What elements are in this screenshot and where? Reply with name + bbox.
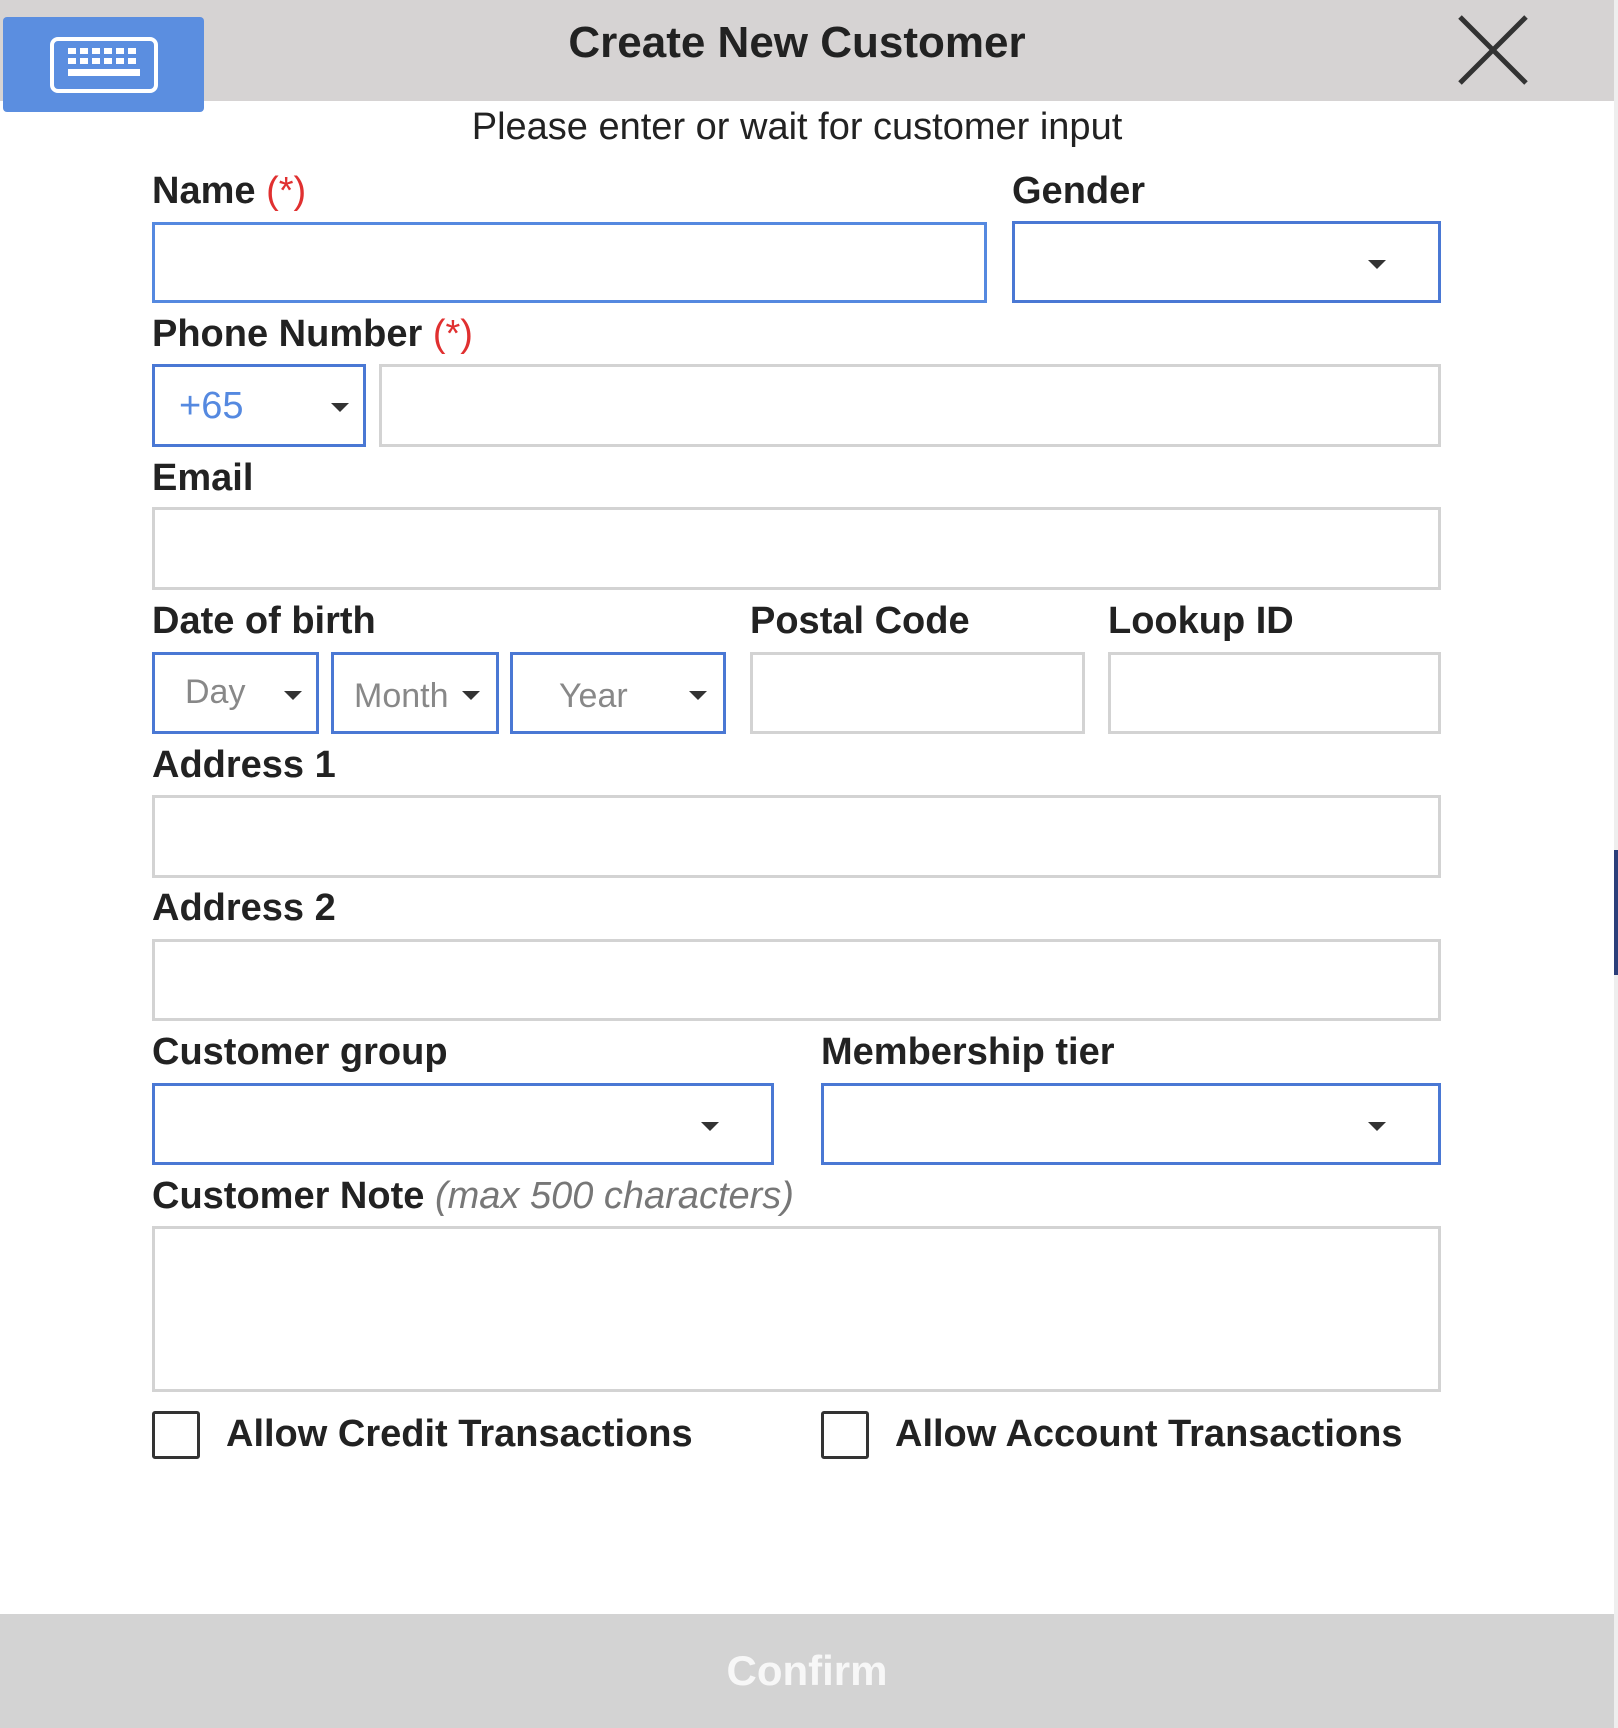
- dialog-title: Create New Customer: [568, 18, 1026, 67]
- email-label: Email: [152, 457, 254, 499]
- membership-tier-label: Membership tier: [821, 1031, 1115, 1073]
- dob-label: Date of birth: [152, 600, 376, 642]
- close-button[interactable]: [1455, 12, 1531, 88]
- postal-code-label: Postal Code: [750, 600, 970, 642]
- address2-label: Address 2: [152, 887, 336, 929]
- lookup-id-label: Lookup ID: [1108, 600, 1294, 642]
- chevron-down-icon: [1368, 1122, 1386, 1131]
- name-input[interactable]: [152, 222, 987, 303]
- chevron-down-icon: [331, 403, 349, 412]
- allow-credit-checkbox[interactable]: [152, 1411, 200, 1459]
- chevron-down-icon: [689, 691, 707, 700]
- dob-day-placeholder: Day: [185, 673, 246, 711]
- address1-input[interactable]: [152, 795, 1441, 878]
- chevron-down-icon: [462, 691, 480, 700]
- required-mark: (*): [266, 170, 307, 212]
- chevron-down-icon: [1368, 260, 1386, 269]
- customer-note-label: Customer Note (max 500 characters): [152, 1175, 794, 1217]
- allow-account-label: Allow Account Transactions: [895, 1413, 1403, 1455]
- chevron-down-icon: [284, 691, 302, 700]
- name-label: Name (*): [152, 170, 307, 212]
- dob-month-placeholder: Month: [354, 677, 449, 715]
- close-icon: [1455, 12, 1531, 88]
- confirm-button[interactable]: Confirm: [0, 1614, 1614, 1728]
- allow-account-checkbox[interactable]: [821, 1411, 869, 1459]
- chevron-down-icon: [701, 1122, 719, 1131]
- customer-note-textarea[interactable]: [152, 1226, 1441, 1392]
- customer-group-select[interactable]: [152, 1083, 774, 1165]
- country-code-value: +65: [179, 385, 244, 427]
- phone-label: Phone Number (*): [152, 313, 473, 355]
- allow-credit-label: Allow Credit Transactions: [226, 1413, 693, 1455]
- email-input[interactable]: [152, 507, 1441, 590]
- dob-month-select[interactable]: [331, 652, 499, 734]
- gender-label: Gender: [1012, 170, 1146, 212]
- address1-label: Address 1: [152, 744, 336, 786]
- postal-code-input[interactable]: [750, 652, 1085, 734]
- dob-day-select[interactable]: [152, 652, 319, 734]
- customer-group-label: Customer group: [152, 1031, 448, 1073]
- dialog-subtitle: Please enter or wait for customer input: [471, 106, 1123, 148]
- address2-input[interactable]: [152, 939, 1441, 1021]
- customer-note-hint: (max 500 characters): [434, 1175, 794, 1217]
- dob-year-select[interactable]: [510, 652, 726, 734]
- gender-select[interactable]: [1012, 221, 1441, 303]
- required-mark: (*): [432, 313, 473, 355]
- lookup-id-input[interactable]: [1108, 652, 1441, 734]
- membership-tier-select[interactable]: [821, 1083, 1441, 1165]
- phone-input[interactable]: [379, 364, 1441, 447]
- scrollbar-thumb[interactable]: [1614, 850, 1618, 975]
- dob-year-placeholder: Year: [559, 677, 628, 715]
- country-code-select[interactable]: [152, 364, 366, 447]
